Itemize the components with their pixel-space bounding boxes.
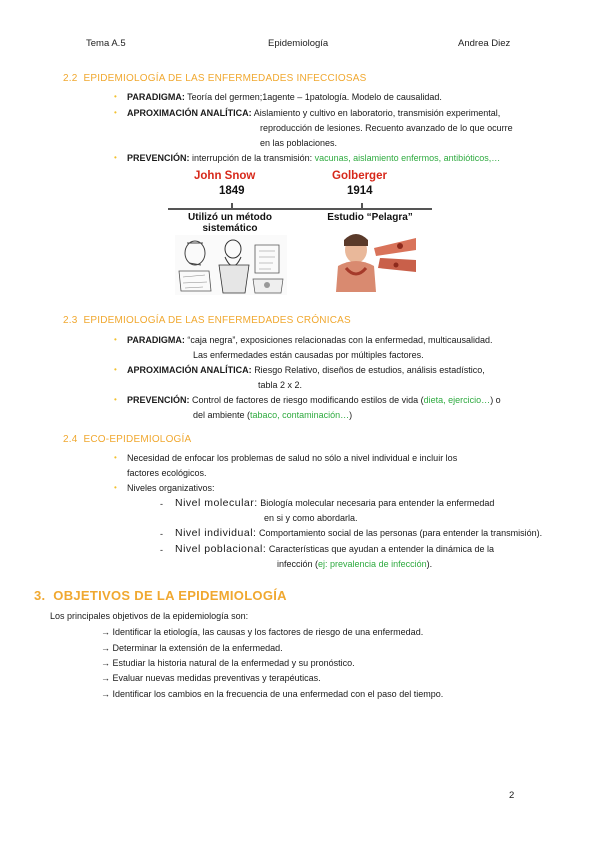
- section-2-4-heading: [63, 434, 191, 445]
- section-title: ECO-EPIDEMIOLOGÍA: [83, 434, 192, 445]
- dash-marker: -: [160, 499, 163, 509]
- bullet-icon: •: [114, 453, 117, 462]
- timeline-axis: [168, 208, 432, 210]
- aproximacion-text-2: reproducción de lesiones. Recuento avanzado de lo que ocurre: [260, 123, 513, 133]
- nivel-poblacional-line: [175, 543, 494, 555]
- arrow-right-icon: →: [101, 627, 110, 637]
- section-2-2-heading: [63, 73, 366, 84]
- prevencion-text: Control de factores de riesgo modificando estilos de vida (: [192, 395, 424, 405]
- paradigma-label: PARADIGMA:: [127, 335, 185, 345]
- paradigma-text: Teoría del germen;1agente – 1patología. Modelo de causalidad.: [187, 92, 442, 102]
- section-title: EPIDEMIOLOGÍA DE LAS ENFERMEDADES CRÓNICAS: [83, 315, 351, 326]
- nivel-poblacional-line-2: [277, 559, 432, 569]
- bullet-icon: •: [114, 395, 117, 404]
- bullet-icon: •: [114, 483, 117, 492]
- aproximacion-text: Riesgo Relativo, diseños de estudios, análisis estadístico,: [254, 365, 485, 375]
- aproximacion-line: [127, 365, 485, 375]
- paradigma-text: “caja negra”, exposiciones relacionadas con la enfermedad, multicausalidad.: [187, 335, 493, 345]
- section-title: EPIDEMIOLOGÍA DE LAS ENFERMEDADES INFECCIOSAS: [83, 73, 367, 84]
- nivel-poblacional-example: ej: prevalencia de infección: [318, 559, 427, 569]
- nivel-individual-text: Comportamiento social de las personas (para entender la transmisión).: [258, 528, 543, 538]
- prevencion-line: [127, 395, 501, 405]
- eco-bullet-1-line-1: Necesidad de enfocar los problemas de salud no sólo a nivel individual e incluir los: [127, 453, 458, 463]
- objetivo-item: [101, 673, 321, 683]
- timeline-left-caption-2: sistemático: [202, 223, 258, 234]
- pelagra-patient-image: [316, 230, 418, 292]
- timeline-left-caption: [171, 212, 289, 234]
- nivel-molecular-text-2: en si y como abordarla.: [264, 513, 358, 523]
- section-number: 2.3: [63, 315, 78, 326]
- paradigma-label: PARADIGMA:: [127, 92, 185, 102]
- objetivo-item: [101, 689, 443, 699]
- objetivo-text: Estudiar la historia natural de la enfermedad y su pronóstico.: [112, 658, 355, 668]
- paradigma-line: [127, 335, 493, 345]
- page-number: 2: [509, 790, 515, 801]
- objetivo-item: [101, 643, 283, 653]
- header-topic: Tema A.5: [86, 38, 126, 49]
- nivel-molecular-line: [175, 497, 494, 509]
- nivel-poblacional-text: Características que ayudan a entender la dinámica de la: [268, 544, 494, 554]
- arrow-right-icon: →: [101, 689, 110, 699]
- arrow-right-icon: →: [101, 673, 110, 683]
- bullet-icon: •: [114, 108, 117, 117]
- nivel-individual-line: [175, 527, 542, 539]
- paradigma-text-2: Las enfermedades están causadas por múltiples factores.: [193, 350, 424, 360]
- prevencion-label: PREVENCIÓN:: [127, 153, 190, 163]
- objetivo-text: Identificar los cambios en la frecuencia de una enfermedad con el paso del tiempo.: [112, 689, 444, 699]
- header-author: Andrea Diez: [458, 38, 511, 49]
- prevencion-examples: dieta, ejercicio…: [423, 395, 491, 405]
- prevencion-line: [127, 153, 500, 163]
- section-3-heading: [34, 588, 287, 603]
- aproximacion-text-2: tabla 2 x 2.: [258, 380, 303, 390]
- timeline-left-caption-1: Utilizó un método: [188, 212, 272, 223]
- nivel-poblacional-text-2: infección (: [277, 559, 319, 569]
- nivel-molecular-label: Nivel molecular:: [175, 497, 258, 509]
- aproximacion-text: Aislamiento y cultivo en laboratorio, transmisión experimental,: [253, 108, 501, 118]
- aproximacion-label: APROXIMACIÓN ANALÍTICA:: [127, 365, 252, 375]
- prevencion-text-2-end: ): [349, 410, 353, 420]
- nivel-poblacional-text-2-end: ).: [426, 559, 433, 569]
- timeline-tick: [231, 203, 233, 208]
- header-subject: Epidemiología: [268, 38, 329, 49]
- nivel-individual-label: Nivel individual:: [175, 527, 257, 539]
- paradigma-line: [127, 92, 442, 102]
- section-number: 2.4: [63, 434, 78, 445]
- objetivo-text: Determinar la extensión de la enfermedad.: [112, 643, 283, 653]
- timeline-right-caption: Estudio “Pelagra”: [327, 212, 413, 223]
- section-number: 2.2: [63, 73, 78, 84]
- prevencion-label: PREVENCIÓN:: [127, 395, 190, 405]
- bullet-icon: •: [114, 365, 117, 374]
- arrow-right-icon: →: [101, 643, 110, 653]
- timeline-right-name: Golberger: [332, 170, 387, 182]
- section-title: OBJETIVOS DE LA EPIDEMIOLOGÍA: [53, 588, 287, 603]
- dash-marker: -: [160, 529, 163, 539]
- section-2-3-heading: [63, 315, 351, 326]
- eco-bullet-1-line-2: factores ecológicos.: [127, 468, 207, 478]
- timeline-left-year: 1849: [219, 185, 245, 197]
- bullet-icon: •: [114, 335, 117, 344]
- objetivo-item: [101, 658, 355, 668]
- prevencion-text: interrupción de la transmisión:: [192, 153, 313, 163]
- dash-marker: -: [160, 545, 163, 555]
- timeline-tick: [361, 203, 363, 208]
- timeline-left-name: John Snow: [194, 170, 256, 182]
- timeline-right-year: 1914: [347, 185, 373, 197]
- eco-bullet-2: Niveles organizativos:: [127, 483, 215, 493]
- aproximacion-text-3: en las poblaciones.: [260, 138, 338, 148]
- nivel-poblacional-label: Nivel poblacional:: [175, 543, 267, 555]
- prevencion-line-2: [193, 410, 352, 420]
- objetivos-intro: Los principales objetivos de la epidemiología son:: [50, 611, 249, 621]
- objetivo-text: Identificar la etiología, las causas y los factores de riesgo de una enfermedad.: [112, 627, 424, 637]
- prevencion-examples-2: tabaco, contaminación…: [250, 410, 350, 420]
- nivel-molecular-text: Biología molecular necesaria para entender la enfermedad: [260, 498, 495, 508]
- bullet-icon: •: [114, 153, 117, 162]
- prevencion-text-end: ) o: [490, 395, 501, 405]
- aproximacion-line: [127, 108, 500, 118]
- objetivo-item: [101, 627, 423, 637]
- prevencion-examples: vacunas, aislamiento enfermos, antibióticos,…: [314, 153, 501, 163]
- bullet-icon: •: [114, 92, 117, 101]
- john-snow-collage-image: [175, 235, 287, 295]
- arrow-right-icon: →: [101, 658, 110, 668]
- section-number: 3.: [34, 588, 46, 603]
- objetivo-text: Evaluar nuevas medidas preventivas y terapéuticas.: [112, 673, 321, 683]
- aproximacion-label: APROXIMACIÓN ANALÍTICA:: [127, 108, 252, 118]
- prevencion-text-2: del ambiente (: [193, 410, 251, 420]
